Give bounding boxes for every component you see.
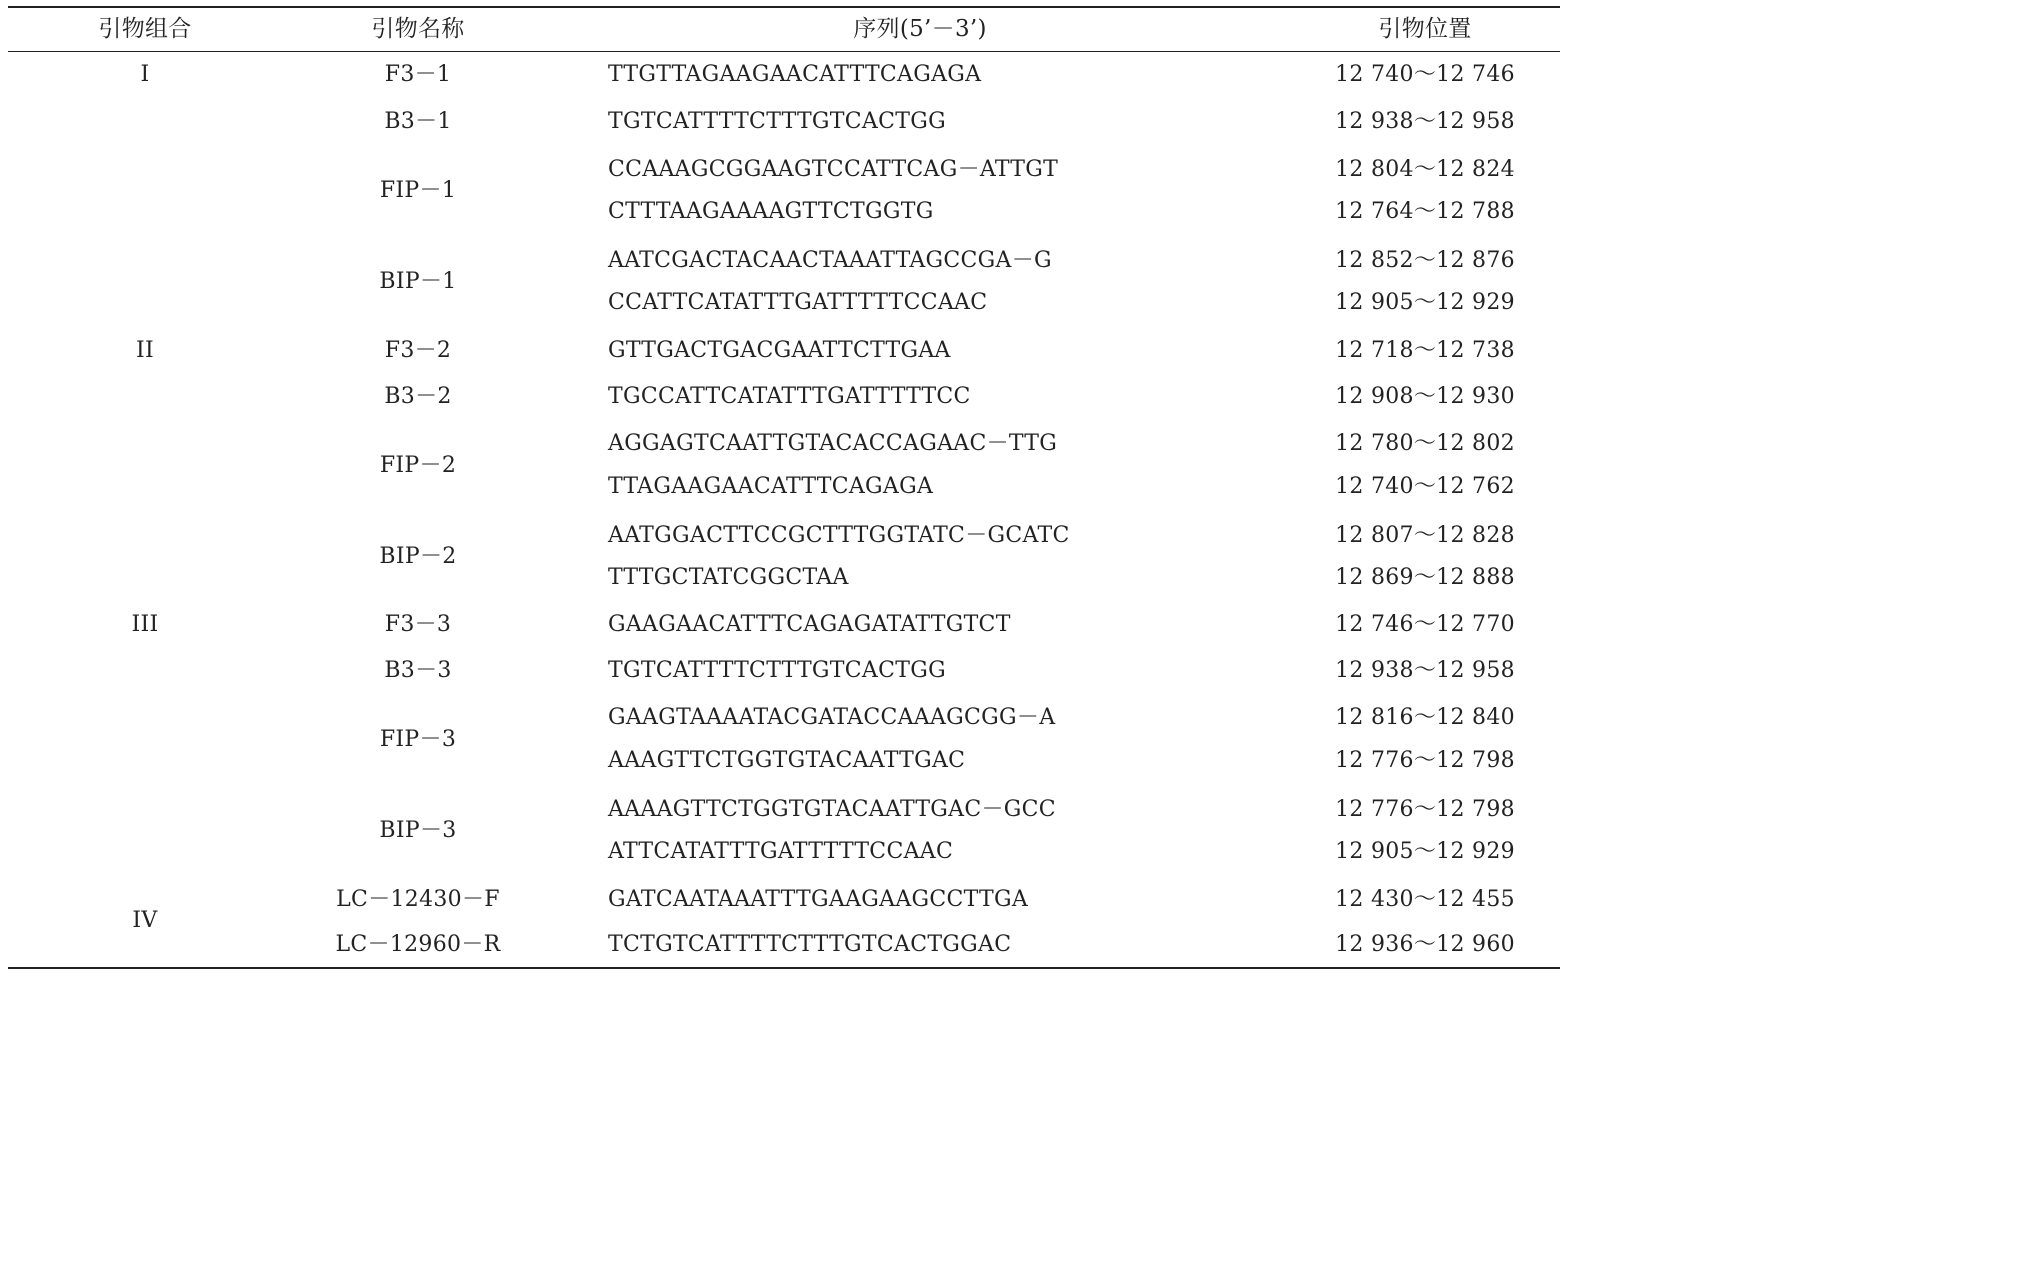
primer-sequence: CTTTAAGAAAAGTTCTGGTG (608, 199, 934, 224)
primer-position: 12 816～12 840 (1335, 705, 1515, 730)
primer-sequence: TGTCATTTTCTTTGTCACTGG (608, 109, 946, 134)
primer-sequence: GAAGTAAAATACGATACCAAAGCGG－A (608, 705, 1056, 730)
primer-sequence: TGCCATTCATATTTGATTTTTCC (608, 384, 971, 409)
primer-sequence: GAAGAACATTTCAGAGATATTGTCT (608, 612, 1011, 637)
primer-position: 12 908～12 930 (1335, 384, 1515, 409)
primer-name: B3－1 (384, 109, 452, 134)
primer-position: 12 852～12 876 (1335, 248, 1515, 273)
primer-sequence: AAAGTTCTGGTGTACAATTGAC (608, 748, 966, 773)
primer-sequence: AATGGACTTCCGCTTTGGTATC－GCATC (608, 523, 1070, 548)
primer-sequence: AAAAGTTCTGGTGTACAATTGAC－GCC (608, 797, 1056, 822)
combo-label: III (131, 612, 159, 637)
primer-name: FIP－1 (379, 178, 457, 203)
combo-label: II (136, 338, 154, 363)
primer-position: 12 776～12 798 (1335, 797, 1515, 822)
primer-position: 12 938～12 958 (1335, 658, 1515, 683)
header-primer-combo: 引物组合 (98, 16, 192, 42)
primer-name: BIP－1 (379, 269, 457, 294)
table-bottom-rule (8, 967, 1560, 969)
combo-label: I (140, 62, 150, 87)
primer-position: 12 905～12 929 (1335, 839, 1515, 864)
primer-name: F3－3 (384, 612, 452, 637)
primer-name: BIP－2 (379, 544, 457, 569)
primer-sequence: TGTCATTTTCTTTGTCACTGG (608, 658, 946, 683)
primer-position: 12 746～12 770 (1335, 612, 1515, 637)
primer-name: F3－1 (384, 62, 452, 87)
primer-sequence: CCATTCATATTTGATTTTTCCAAC (608, 290, 988, 315)
primer-sequence: TTGTTAGAAGAACATTTCAGAGA (608, 62, 982, 87)
combo-label: IV (132, 908, 158, 933)
primer-position: 12 430～12 455 (1335, 887, 1515, 912)
primer-sequence: TCTGTCATTTTCTTTGTCACTGGAC (608, 932, 1012, 957)
primer-sequence: GTTGACTGACGAATTCTTGAA (608, 338, 951, 363)
primer-position: 12 780～12 802 (1335, 431, 1515, 456)
primer-name: F3－2 (384, 338, 452, 363)
header-sequence: 序列(5’－3’) (853, 16, 987, 42)
primer-name: FIP－3 (379, 727, 457, 752)
table-header-rule (8, 51, 1560, 52)
primer-sequence: AGGAGTCAATTGTACACCAGAAC－TTG (608, 431, 1058, 456)
primer-name: B3－3 (384, 658, 452, 683)
primer-position: 12 718～12 738 (1335, 338, 1515, 363)
primer-position: 12 804～12 824 (1335, 157, 1515, 182)
primer-position: 12 936～12 960 (1335, 932, 1515, 957)
primer-sequence: TTAGAAGAACATTTCAGAGA (608, 474, 934, 499)
primer-position: 12 807～12 828 (1335, 523, 1515, 548)
primer-sequence: CCAAAGCGGAAGTCCATTCAG－ATTGT (608, 157, 1059, 182)
primer-sequence: ATTCATATTTGATTTTTCCAAC (608, 839, 954, 864)
primer-sequence: TTTGCTATCGGCTAA (608, 565, 849, 590)
header-primer-name: 引物名称 (371, 16, 465, 42)
primer-sequence: GATCAATAAATTTGAAGAAGCCTTGA (608, 887, 1029, 912)
primer-position: 12 905～12 929 (1335, 290, 1515, 315)
primer-position: 12 764～12 788 (1335, 199, 1515, 224)
primer-name: FIP－2 (379, 453, 457, 478)
primer-name: LC－12430－F (336, 887, 500, 912)
primer-position: 12 740～12 746 (1335, 62, 1515, 87)
primer-name: BIP－3 (379, 818, 457, 843)
primer-sequence: AATCGACTACAACTAAATTAGCCGA－G (608, 248, 1052, 273)
table-top-rule (8, 6, 1560, 8)
primer-name: LC－12960－R (335, 932, 501, 957)
primer-position: 12 869～12 888 (1335, 565, 1515, 590)
primer-position: 12 740～12 762 (1335, 474, 1515, 499)
primer-name: B3－2 (384, 384, 452, 409)
primer-position: 12 938～12 958 (1335, 109, 1515, 134)
primer-position: 12 776～12 798 (1335, 748, 1515, 773)
header-primer-position: 引物位置 (1378, 16, 1472, 42)
